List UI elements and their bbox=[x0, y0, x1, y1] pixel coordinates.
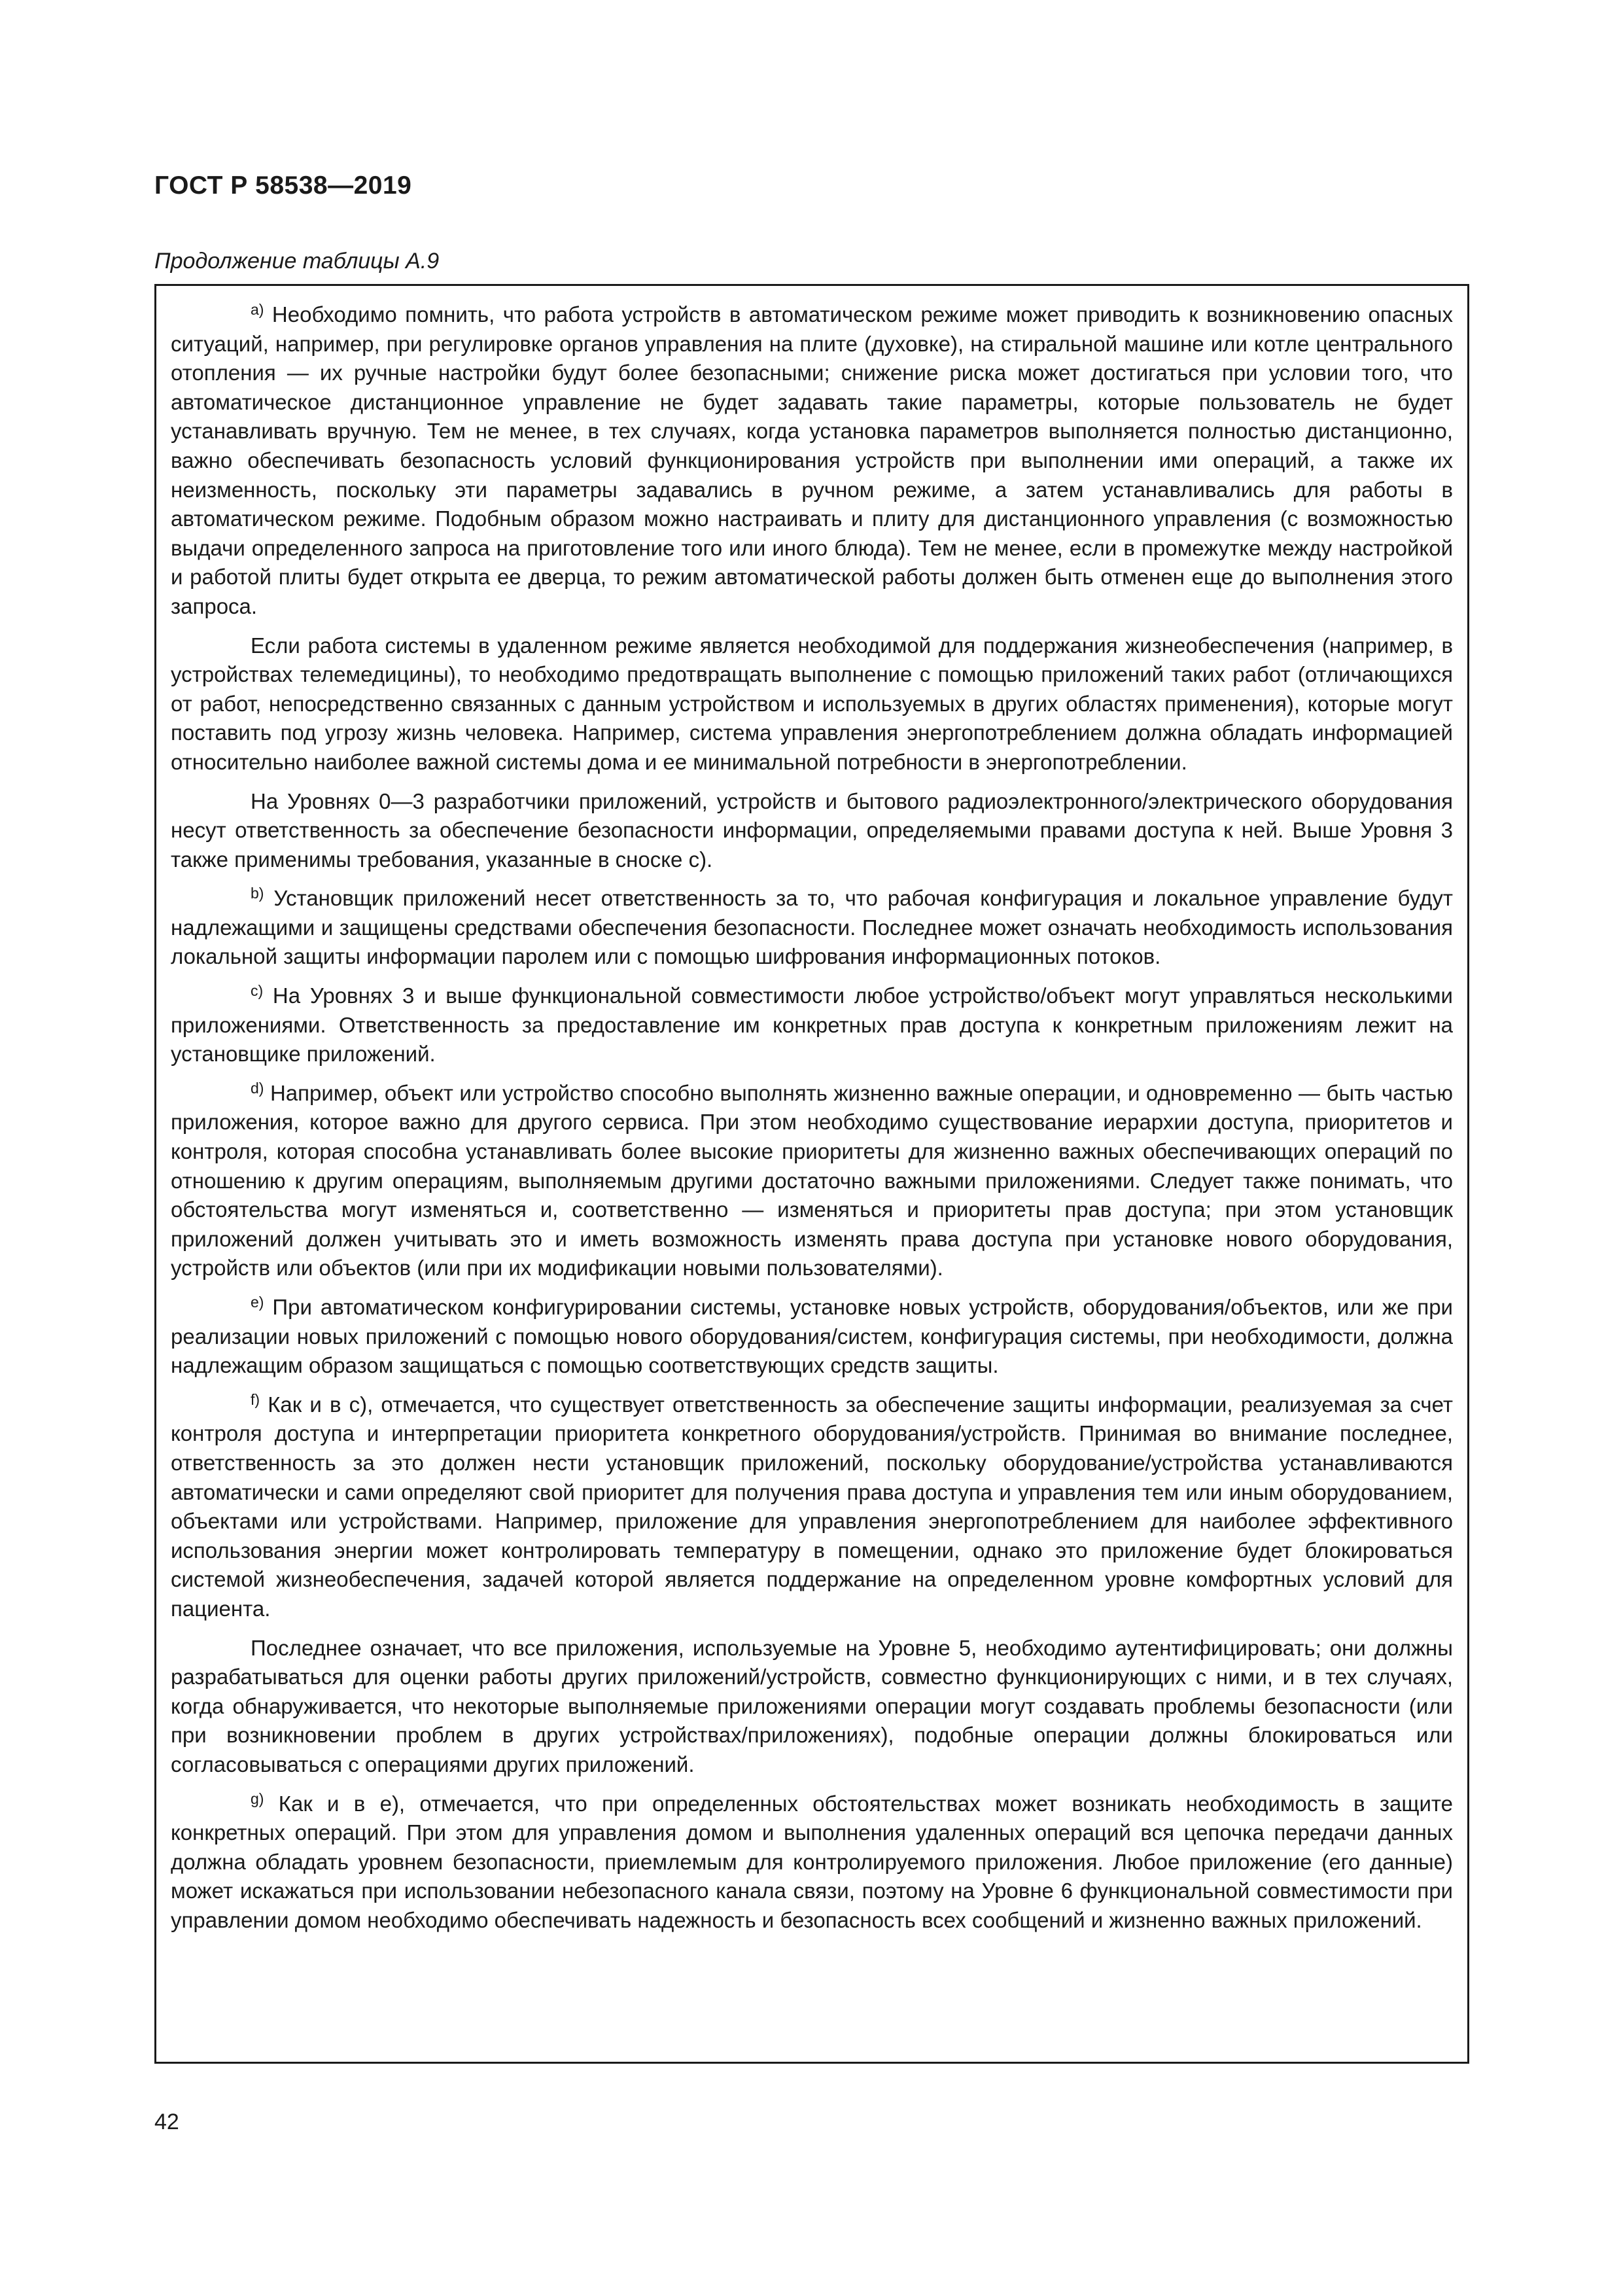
footnote-text: Как и в е), отмечается, что при определенных обстоятельствах может возникать необходимость в защите конкретных операций. При этом для управления домом и выполнения удаленных операций вся цепочка передачи данных должна обладать уровнем безопасности, приемлемым для контролируемого приложения. Любое приложение (его данные) может искажаться при использовании небезопасного канала связи, поэтому на Уровне 6 функциональной совместимости при управлении домом необходимо обеспечивать надежность и безопасность всех сообщений и жизненно важных приложений. bbox=[171, 1791, 1453, 1932]
footnote-marker: e) bbox=[251, 1294, 264, 1311]
footnote-marker: g) bbox=[251, 1790, 264, 1807]
footnote-text: Например, объект или устройство способно выполнять жизненно важные операции, и одновременно — быть частью приложения, которое важно для другого сервиса. При этом необходимо существование иерархии доступа, приоритетов и контроля, которая способна устанавливать более высокие приоритеты для жизненно важных обеспечивающих операций по отношению к другим операциям, выполняемым другими достаточно важными приложениями. Следует также понимать, что обстоятельства могут изменяться и, соответственно — изменяться и приоритеты прав доступа; при этом установщик приложений должен учитывать это и иметь возможность изменять права доступа при установке нового оборудования, устройств или объектов (или при их модификации новыми пользователями). bbox=[171, 1080, 1453, 1280]
footnote-marker: c) bbox=[251, 982, 264, 1000]
document-header: ГОСТ Р 58538—2019 bbox=[154, 171, 412, 200]
footnote-e bbox=[171, 1293, 1453, 1381]
footnote-marker: f) bbox=[251, 1390, 260, 1408]
footnote-text: Последнее означает, что все приложения, используемые на Уровне 5, необходимо аутентифицировать; они должны разрабатываться для оценки работы других приложений/устройств, совместно функционирующих с ними, и в тех случаях, когда обнаруживается, что некоторые выполняемые приложениями операции могут создавать проблемы безопасности (или при возникновении проблем в других устройствах/приложениях), подобные операции должны блокироваться или согласовываться с операциями других приложений. bbox=[171, 1635, 1453, 1776]
footnote-b bbox=[171, 884, 1453, 972]
page-number: 42 bbox=[154, 2110, 179, 2134]
footnote-text: На Уровнях 3 и выше функциональной совместимости любое устройство/объект могут управляться несколькими приложениями. Ответственность за предоставление им конкретных прав доступа к конкретным приложениям лежит на установщике приложений. bbox=[171, 983, 1453, 1067]
footnote-text: Как и в с), отмечается, что существует ответственность за обеспечение защиты информации, реализуемая за счет контроля доступа и интерпретации приоритета конкретного оборудования/устройств. Принимая во внимание последнее, ответственность за это должен нести установщик приложений, поскольку оборудование/устройства устанавливаются автоматически и сами определяют свой приоритет для получения права доступа и управления тем или иным оборудованием, объектами или устройствами. Например, приложение для управления энергопотреблением для наиболее эффективного использования энергии может контролировать температуру в помещении, однако это приложение будет блокироваться системой жизнеобеспечения, задачей которой является поддержание на определенном уровне комфортных условий для пациента. bbox=[171, 1392, 1453, 1621]
table-footnotes-box bbox=[154, 284, 1469, 2064]
footnote-g bbox=[171, 1790, 1453, 1935]
footnote-d bbox=[171, 1079, 1453, 1283]
footnote-text: Если работа системы в удаленном режиме является необходимой для поддержания жизнеобеспечения (например, в устройствах телемедицины), то необходимо предотвращать выполнение с помощью приложений таких работ (отличающихся от работ, непосредственно связанных с данным устройством и используемых в других областях применения), которые могут поставить под угрозу жизнь человека. Например, система управления энергопотреблением должна обладать информацией относительно наиболее важной системы дома и ее минимальной потребности в энергопотреблении. bbox=[171, 633, 1453, 774]
footnote-text: При автоматическом конфигурировании системы, установке новых устройств, оборудования/объектов, или же при реализации новых приложений с помощью нового оборудования/систем, конфигурация системы, при необходимости, должна надлежащим образом защищаться с помощью соответствующих средств защиты. bbox=[171, 1295, 1453, 1378]
footnote-marker: a) bbox=[251, 301, 264, 318]
footnote-c bbox=[171, 981, 1453, 1069]
footnote-text: На Уровнях 0—3 разработчики приложений, устройств и бытового радиоэлектронного/электрического оборудования несут ответственность за обеспечение безопасности информации, определяемыми правами доступа к ней. Выше Уровня 3 также применимы требования, указанные в сноске с). bbox=[171, 788, 1453, 872]
footnote-text: Установщик приложений несет ответственность за то, что рабочая конфигурация и локальное управление будут надлежащими и защищены средствами обеспечения безопасности. Последнее может означать необходимость использования локальной защиты информации паролем или с помощью шифрования информационных потоков. bbox=[171, 886, 1453, 969]
footnote-marker: b) bbox=[251, 885, 264, 902]
footnote-a-paragraph-2 bbox=[171, 631, 1453, 777]
footnote-a-paragraph-3 bbox=[171, 787, 1453, 875]
footnote-marker: d) bbox=[251, 1079, 264, 1097]
footnote-f-paragraph-2 bbox=[171, 1634, 1453, 1780]
footnote-text: Необходимо помнить, что работа устройств в автоматическом режиме может приводить к возникновению опасных ситуаций, например, при регулировке органов управления на плите (духовке), на стиральной машине или котле центрального отопления — их ручные настройки будут более безопасными; снижение риска может достигаться при условии того, что автоматическое дистанционное управление не будет задавать такие параметры, которые пользователь не будет устанавливать вручную. Тем не менее, в тех случаях, когда установка параметров выполняется полностью дистанционно, важно обеспечивать безопасность условий функционирования устройств при выполнении ими операций, а также их неизменность, поскольку эти параметры задавались в ручном режиме, а затем устанавливались для работы в автоматическом режиме. Подобным образом можно настраивать и плиту для дистанционного управления (с возможностью выдачи определенного запроса на приготовление того или иного блюда). Тем не менее, если в промежутке между настройкой и работой плиты будет открыта ее дверца, то режим автоматической работы должен быть отменен еще до выполнения этого запроса. bbox=[171, 302, 1453, 618]
table-continuation-caption: Продолжение таблицы А.9 bbox=[154, 249, 440, 274]
footnote-a bbox=[171, 300, 1453, 622]
footnote-f bbox=[171, 1390, 1453, 1624]
